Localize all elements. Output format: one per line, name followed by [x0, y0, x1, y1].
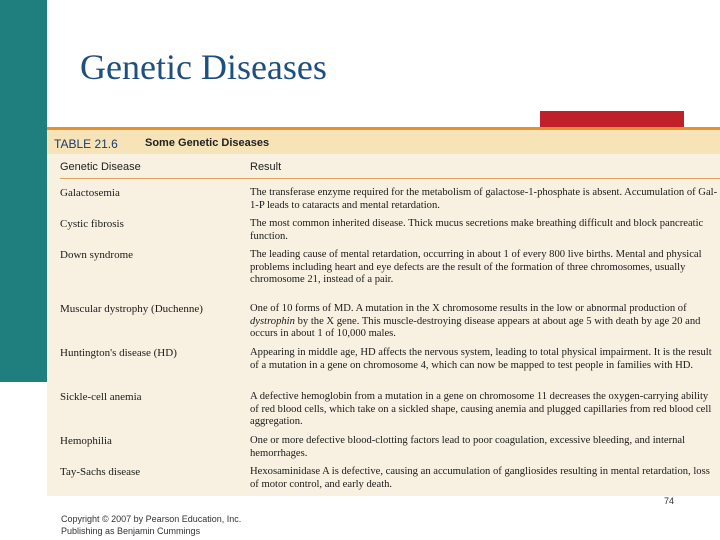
result-text-end: by the X gene. This muscle-destroying disease appears at about age 5 with death by age 20 and occurs in about 1 of 10,000 males.: [250, 315, 701, 340]
disease-result: A defective hemoglobin from a mutation in a gene on chromosome 11 decreases the oxygen-carrying ability of red blood cells, which take on a sickled shape, causing anemia and plugged capillaries from red blood cell aggregation.: [250, 391, 712, 428]
disease-result: The transferase enzyme required for the metabolism of galactose-1-phosphate is absent. Accumulation of Gal-1-P leads to cataracts and mental retardation.: [250, 187, 718, 211]
column-header-result: Result: [250, 161, 282, 173]
copyright-line: Copyright © 2007 by Pearson Education, Inc.: [61, 514, 242, 524]
disease-name: Hemophilia: [60, 435, 112, 447]
page-number: 74: [664, 496, 675, 506]
left-accent-bar: [0, 0, 47, 382]
disease-name: Down syndrome: [60, 249, 134, 261]
disease-result: [250, 303, 718, 341]
disease-name: Muscular dystrophy (Duchenne): [60, 303, 203, 315]
disease-name: Galactosemia: [60, 187, 120, 199]
red-accent-bar: [540, 111, 684, 127]
table-number: TABLE 21.6: [54, 137, 118, 151]
column-header-disease: Genetic Disease: [60, 161, 141, 173]
disease-result: One or more defective blood-clotting factors lead to poor coagulation, excessive bleeding, and internal hemorrhages.: [250, 435, 686, 459]
disease-name: Tay-Sachs disease: [60, 466, 141, 478]
disease-name: Sickle-cell anemia: [60, 391, 142, 403]
disease-name: Cystic fibrosis: [60, 218, 124, 230]
result-text-start: One of 10 forms of MD. A mutation in the X chromosome results in the low or abnormal production of: [250, 303, 687, 314]
table-caption: Some Genetic Diseases: [145, 137, 270, 149]
disease-result: Appearing in middle age, HD affects the nervous system, leading to total physical impairment. It is the result of a mutation in a gene on chromosome 4, which can now be mapped to test people in families with HD.: [250, 347, 712, 371]
publisher-line: Publishing as Benjamin Cummings: [61, 526, 201, 536]
disease-result: Hexosaminidase A is defective, causing an accumulation of gangliosides resulting in mental retardation, loss of motor control, and early death.: [250, 466, 710, 490]
result-italic-term: dystrophin: [250, 315, 295, 327]
disease-result: The leading cause of mental retardation, occurring in about 1 of every 800 live births. Mental and physical problems including heart and eye defects are the result of the formation of three chromosomes, usually chromosome 21, instead of a pair.: [250, 249, 702, 286]
copyright-notice: [61, 513, 241, 537]
header-rule: [60, 178, 720, 179]
slide-title: Genetic Diseases: [80, 47, 327, 87]
disease-name: Huntington's disease (HD): [60, 347, 177, 359]
disease-result: The most common inherited disease. Thick mucus secretions make breathing difficult and block pancreatic function.: [250, 218, 704, 242]
